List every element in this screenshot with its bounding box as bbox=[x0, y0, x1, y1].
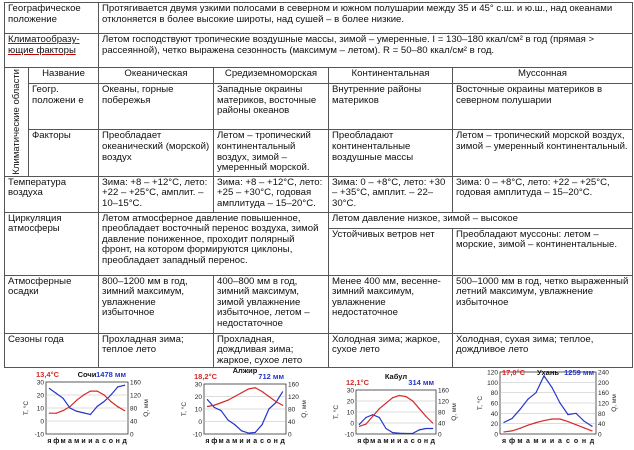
col-header-mediterranean: Средиземноморская bbox=[214, 68, 329, 84]
factors-mediterranean: Летом – тропический континентальный воздух, зимой – умеренный морской. bbox=[214, 130, 329, 176]
month-label: м bbox=[383, 438, 389, 445]
month-label: а bbox=[558, 438, 562, 445]
temperature-point bbox=[69, 406, 70, 407]
precipitation-point bbox=[559, 402, 560, 403]
left-tick-label: -10 bbox=[344, 431, 354, 439]
month-label: а bbox=[67, 438, 72, 445]
temperature-point bbox=[90, 391, 91, 392]
right-tick-label: 160 bbox=[598, 390, 609, 398]
right-tick-label: 0 bbox=[438, 431, 442, 439]
left-tick-label: 30 bbox=[36, 379, 44, 387]
seasons-label: Сезоны года bbox=[5, 333, 99, 368]
left-tick-label: 10 bbox=[36, 405, 44, 413]
temperature-point bbox=[76, 400, 77, 401]
left-tick-label: 30 bbox=[194, 381, 202, 389]
temperature-point bbox=[567, 421, 568, 422]
y-axis-label-right: Q, мм bbox=[451, 403, 458, 421]
precipitation-point bbox=[551, 387, 552, 388]
temperature-point bbox=[282, 405, 283, 406]
temperature-point bbox=[419, 408, 420, 409]
right-tick-label: 160 bbox=[130, 379, 141, 387]
month-label: и bbox=[239, 438, 244, 445]
y-axis-label-left: T, °C bbox=[181, 401, 188, 417]
row-temperature bbox=[5, 176, 633, 212]
right-tick-label: 80 bbox=[288, 406, 296, 414]
left-tick-label: 80 bbox=[490, 390, 498, 398]
precipitation-point bbox=[117, 386, 118, 387]
month-label: я bbox=[501, 438, 507, 445]
left-tick-label: 60 bbox=[490, 400, 498, 408]
climate-factors-text: Летом господствуют тропические воздушные массы, зимой – умеренные. I = 130–180 ккал/см² в год (прямая > рассеянной), четко выражена сезонность (максимум – летом). R = 50–80 ккал/см² в год. bbox=[99, 34, 633, 68]
left-tick-label: 0 bbox=[494, 431, 498, 439]
y-axis-label-left: T, °C bbox=[477, 395, 484, 411]
circ-monsoon: Преобладают муссоны: летом – морские, зимой – континентальные. bbox=[453, 228, 633, 275]
right-tick-label: 40 bbox=[130, 418, 138, 426]
temperature-point bbox=[220, 402, 221, 403]
row-geo-position bbox=[5, 84, 633, 130]
precipitation-point bbox=[124, 385, 125, 386]
row-precipitation bbox=[5, 275, 633, 333]
temperature-point bbox=[255, 387, 256, 388]
right-tick-label: 0 bbox=[130, 431, 134, 439]
month-label: я bbox=[205, 438, 210, 445]
month-label: с bbox=[260, 438, 265, 445]
precipitation-point bbox=[49, 388, 50, 389]
precipitation-point bbox=[207, 399, 208, 400]
seasons-monsoon: Холодная, сухая зима; теплое, дождливое лето bbox=[453, 333, 633, 368]
month-label: о bbox=[573, 438, 579, 445]
left-tick-label: 20 bbox=[194, 394, 202, 401]
month-label: м bbox=[517, 438, 523, 445]
row-seasons bbox=[5, 333, 633, 368]
month-label: д bbox=[280, 438, 285, 445]
y-axis-label-left: T, °C bbox=[23, 400, 30, 416]
mean-temperature-label: 13,4°С bbox=[36, 370, 60, 379]
temperature-point bbox=[124, 410, 125, 411]
month-label: а bbox=[404, 438, 408, 445]
y-axis-label-left: T, °C bbox=[333, 404, 340, 420]
row-headers bbox=[5, 68, 633, 84]
month-label: м bbox=[232, 438, 238, 445]
temp-continental: Зима: 0 – +8°С, лето: +30 – +35°С, амплит. – 22–30°С. bbox=[329, 176, 453, 212]
factors-monsoon: Летом – тропический морской воздух, зимой – умеренный континентальный. bbox=[453, 130, 633, 176]
precipitation-point bbox=[282, 391, 283, 392]
temperature-point bbox=[103, 394, 104, 395]
precipitation-point bbox=[255, 432, 256, 433]
temperature-point bbox=[412, 400, 413, 401]
col-header-oceanic: Океаническая bbox=[99, 68, 214, 84]
circ-pressure: Летом давление низкое, зимой – высокое bbox=[329, 212, 633, 228]
month-label: и bbox=[390, 438, 395, 445]
mean-temperature-label: 17,0°С bbox=[502, 368, 526, 377]
left-tick-label: 10 bbox=[194, 406, 202, 414]
month-label: о bbox=[266, 438, 272, 445]
month-label: а bbox=[377, 438, 382, 445]
left-tick-label: 0 bbox=[350, 420, 354, 428]
month-label: о bbox=[417, 438, 422, 445]
row-climate-factors bbox=[5, 34, 633, 68]
right-tick-label: 200 bbox=[598, 379, 609, 387]
precipitation-point bbox=[419, 429, 420, 430]
station-title: Сочи bbox=[77, 370, 97, 379]
month-label: н bbox=[273, 438, 278, 445]
factors-continental: Преобладают континентальные воздушные массы bbox=[329, 130, 453, 176]
precipitation-point bbox=[583, 420, 584, 421]
temperature-point bbox=[392, 397, 393, 398]
month-label: м bbox=[74, 438, 80, 445]
temperature-point bbox=[379, 408, 380, 409]
precipitation-point bbox=[62, 398, 63, 399]
temperature-point bbox=[575, 424, 576, 425]
col-header-continental: Континентальная bbox=[329, 68, 453, 84]
precipitation-point bbox=[227, 419, 228, 420]
right-tick-label: 80 bbox=[598, 410, 606, 418]
temperature-point bbox=[214, 405, 215, 406]
temperature-point bbox=[261, 391, 262, 392]
month-label: и bbox=[88, 438, 93, 445]
y-axis-label-right: Q, мм bbox=[611, 394, 618, 412]
precipitation-point bbox=[412, 433, 413, 434]
temp-oceanic: Зима: +8 – +12°С, лето: +22 – +25°С, амплит. – 10–15°С. bbox=[99, 176, 214, 212]
y-axis-label-right: Q, мм bbox=[301, 400, 308, 418]
temperature-point bbox=[49, 413, 50, 414]
precipitation-point bbox=[268, 408, 269, 409]
temperature-point bbox=[432, 422, 433, 423]
month-label: с bbox=[102, 438, 107, 445]
precipitation-point bbox=[234, 424, 235, 425]
geo-pos-oceanic: Океаны, горные побережья bbox=[99, 84, 214, 130]
temperature-point bbox=[527, 425, 528, 426]
month-label: а bbox=[225, 438, 230, 445]
right-tick-label: 40 bbox=[598, 421, 606, 429]
precipitation-point bbox=[535, 392, 536, 393]
temperature-point bbox=[405, 396, 406, 397]
temperature-point bbox=[551, 418, 552, 419]
precipitation-point bbox=[261, 424, 262, 425]
precipitation-point bbox=[103, 401, 104, 402]
seasons-continental: Холодная зима; жаркое, сухое лето bbox=[329, 333, 453, 368]
left-tick-label: 0 bbox=[198, 419, 202, 426]
precip-label: Атмосферные осадки bbox=[5, 275, 99, 333]
month-label: и bbox=[541, 438, 547, 445]
temperature-point bbox=[207, 406, 208, 407]
month-label: ф bbox=[508, 438, 516, 445]
precipitation-point bbox=[379, 417, 380, 418]
temperature-point bbox=[56, 413, 57, 414]
left-tick-label: 30 bbox=[346, 387, 354, 395]
month-label: ф bbox=[362, 438, 370, 445]
precipitation-point bbox=[359, 424, 360, 425]
climatogram-algiers bbox=[168, 368, 318, 450]
temperature-point bbox=[535, 422, 536, 423]
month-label: ф bbox=[211, 438, 218, 445]
climate-factors-label: Климатообразу-ющие факторы bbox=[5, 34, 99, 68]
month-label: м bbox=[218, 438, 224, 445]
geo-pos-mediterranean: Западные окраины материков, восточные районы океанов bbox=[214, 84, 329, 130]
right-tick-label: 0 bbox=[288, 431, 292, 439]
station-title: Ухань bbox=[537, 368, 559, 377]
precipitation-point bbox=[110, 394, 111, 395]
annual-precipitation-label: 314 мм bbox=[408, 378, 434, 387]
precipitation-point bbox=[511, 418, 512, 419]
precipitation-point bbox=[83, 412, 84, 413]
precipitation-point bbox=[56, 393, 57, 394]
mean-temperature-label: 18,2°С bbox=[194, 372, 218, 381]
row-circulation-a bbox=[5, 212, 633, 228]
climate-table bbox=[4, 2, 633, 368]
right-tick-label: 80 bbox=[130, 405, 138, 413]
temperature-point bbox=[583, 427, 584, 428]
climatogram-wuhan bbox=[470, 368, 630, 450]
temperature-series bbox=[504, 419, 592, 432]
month-label: н bbox=[423, 438, 429, 445]
month-label: м bbox=[60, 438, 66, 445]
temperature-point bbox=[268, 396, 269, 397]
annual-precipitation-label: 712 мм bbox=[258, 372, 284, 381]
annual-precipitation-label: 1259 мм bbox=[564, 368, 594, 377]
temperature-point bbox=[241, 392, 242, 393]
circ-label: Циркуляция атмосферы bbox=[5, 212, 99, 275]
seasons-mediterranean: Прохладная, дождливая зима; жаркое, сухое лето bbox=[214, 333, 329, 368]
left-tick-label: 100 bbox=[487, 379, 498, 387]
precipitation-point bbox=[432, 428, 433, 429]
precipitation-series bbox=[359, 415, 432, 434]
geo-text: Протягивается двумя узкими полосами в северном и южном полушарии между 35 и 45° с.ш. и ю.ш., над океанами отклоняется в более высокие широты, над сушей – в более низкие. bbox=[99, 3, 633, 34]
temp-label: Температура воздуха bbox=[5, 176, 99, 212]
left-tick-label: 20 bbox=[36, 392, 44, 400]
temperature-point bbox=[385, 403, 386, 404]
row-factors bbox=[5, 130, 633, 176]
temperature-point bbox=[234, 396, 235, 397]
right-tick-label: 0 bbox=[598, 431, 602, 439]
mean-temperature-label: 12,1°С bbox=[346, 378, 370, 387]
temperature-point bbox=[275, 401, 276, 402]
month-label: д bbox=[430, 438, 435, 445]
temperature-point bbox=[399, 395, 400, 396]
factors-label: Факторы bbox=[29, 130, 99, 176]
precip-continental: Менее 400 мм, весенне-зимний максимум, увлажнение недостаточное bbox=[329, 275, 453, 333]
seasons-oceanic: Прохладная зима; теплое лето bbox=[99, 333, 214, 368]
precipitation-point bbox=[76, 411, 77, 412]
temp-monsoon: Зима: 0 – +8°С, лето: +22 – +25°С, годовая амплитуда – 15–20°С. bbox=[453, 176, 633, 212]
geo-pos-label: Геогр. положени е bbox=[29, 84, 99, 130]
regions-label: Климатические области bbox=[5, 68, 29, 177]
month-label: а bbox=[526, 438, 530, 445]
month-label: и bbox=[81, 438, 86, 445]
temperature-series bbox=[49, 391, 124, 413]
precipitation-point bbox=[503, 422, 504, 423]
station-title: Алжир bbox=[232, 368, 258, 375]
annual-precipitation-label: 1478 мм bbox=[96, 370, 126, 379]
left-tick-label: -10 bbox=[34, 431, 44, 439]
temperature-point bbox=[359, 426, 360, 427]
geo-label: Географическое положение bbox=[5, 3, 99, 34]
temperature-point bbox=[372, 416, 373, 417]
month-label: и bbox=[246, 438, 251, 445]
col-header-monsoon: Муссонная bbox=[453, 68, 633, 84]
geo-pos-monsoon: Восточные окраины материков в северном полушарии bbox=[453, 84, 633, 130]
left-tick-label: 120 bbox=[487, 369, 498, 377]
y-axis-label-right: Q, мм bbox=[143, 399, 150, 417]
temperature-point bbox=[248, 388, 249, 389]
climate-charts bbox=[0, 368, 634, 450]
right-tick-label: 160 bbox=[438, 387, 449, 395]
right-tick-label: 40 bbox=[438, 420, 446, 428]
precipitation-point bbox=[220, 410, 221, 411]
temperature-point bbox=[83, 394, 84, 395]
month-label: ф bbox=[53, 438, 60, 445]
circ-text: Летом атмосферное давление повышенное, преобладает восточный перенос воздуха, зимой давление пониженное, проходит полярный фронт, на котором формируются циклоны, преобладает западный перенос. bbox=[99, 212, 329, 275]
temperature-point bbox=[543, 420, 544, 421]
precipitation-point bbox=[97, 406, 98, 407]
precipitation-point bbox=[214, 407, 215, 408]
month-label: и bbox=[397, 438, 402, 445]
precipitation-point bbox=[399, 433, 400, 434]
temperature-point bbox=[110, 401, 111, 402]
precipitation-point bbox=[575, 413, 576, 414]
precipitation-point bbox=[425, 428, 426, 429]
month-label: д bbox=[589, 438, 595, 445]
precip-oceanic: 800–1200 мм в год, зимний максимум, увлажнение избыточное bbox=[99, 275, 214, 333]
temperature-point bbox=[425, 416, 426, 417]
month-label: я bbox=[47, 438, 52, 445]
precipitation-point bbox=[405, 433, 406, 434]
precipitation-point bbox=[591, 426, 592, 427]
left-tick-label: 20 bbox=[346, 398, 354, 406]
temperature-series bbox=[359, 396, 432, 427]
temperature-point bbox=[365, 424, 366, 425]
climatogram-sochi bbox=[10, 368, 160, 450]
station-title: Кабул bbox=[384, 372, 408, 381]
month-label: н bbox=[115, 438, 120, 445]
temp-mediterranean: Зима: +8 – +12°С, лето: +25 – +30°С, годовая амплитуда – 15–20°С. bbox=[214, 176, 329, 212]
precipitation-point bbox=[519, 409, 520, 410]
month-label: о bbox=[108, 438, 114, 445]
month-label: м bbox=[533, 438, 539, 445]
climatogram-kabul bbox=[326, 368, 466, 450]
precipitation-point bbox=[248, 432, 249, 433]
precipitation-point bbox=[365, 417, 366, 418]
right-tick-label: 240 bbox=[598, 369, 609, 377]
right-tick-label: 120 bbox=[438, 398, 449, 406]
right-tick-label: 120 bbox=[288, 394, 299, 401]
left-tick-label: 0 bbox=[40, 418, 44, 426]
month-label: и bbox=[549, 438, 555, 445]
precipitation-series bbox=[49, 385, 124, 414]
left-tick-label: -10 bbox=[192, 431, 202, 439]
right-tick-label: 120 bbox=[130, 392, 141, 400]
temperature-point bbox=[511, 430, 512, 431]
temperature-series bbox=[207, 388, 282, 407]
temperature-point bbox=[97, 391, 98, 392]
left-tick-label: 40 bbox=[490, 410, 498, 418]
precip-monsoon: 500–1000 мм в год, четко выраженный летний максимум, увлажнение избыточное bbox=[453, 275, 633, 333]
right-tick-label: 120 bbox=[598, 400, 609, 408]
month-label: д bbox=[122, 438, 127, 445]
geo-pos-continental: Внутренние районы материков bbox=[329, 84, 453, 130]
month-label: н bbox=[581, 438, 587, 445]
temperature-point bbox=[559, 418, 560, 419]
precipitation-point bbox=[567, 414, 568, 415]
left-tick-label: 10 bbox=[346, 409, 354, 417]
precipitation-point bbox=[241, 430, 242, 431]
precipitation-series bbox=[504, 376, 592, 426]
precipitation-point bbox=[385, 428, 386, 429]
circ-continental: Устойчивых ветров нет bbox=[329, 228, 453, 275]
right-tick-label: 40 bbox=[288, 419, 296, 426]
temperature-point bbox=[591, 430, 592, 431]
row-geo bbox=[5, 3, 633, 34]
precipitation-point bbox=[392, 432, 393, 433]
temperature-point bbox=[227, 400, 228, 401]
left-tick-label: 20 bbox=[490, 421, 498, 429]
temperature-point bbox=[117, 406, 118, 407]
month-label: с bbox=[410, 438, 415, 445]
precipitation-point bbox=[90, 414, 91, 415]
factors-oceanic: Преобладает океанический (морской) воздух bbox=[99, 130, 214, 176]
col-name-header: Название bbox=[29, 68, 99, 84]
temperature-point bbox=[503, 431, 504, 432]
month-label: м bbox=[370, 438, 376, 445]
temperature-point bbox=[519, 428, 520, 429]
temperature-point bbox=[62, 410, 63, 411]
month-label: а bbox=[95, 438, 100, 445]
precipitation-point bbox=[527, 399, 528, 400]
month-label: а bbox=[253, 438, 258, 445]
precip-mediterranean: 400–800 мм в год, зимний максимум, зимой увлажнение избыточное, летом – недостаточное bbox=[214, 275, 329, 333]
month-label: я bbox=[357, 438, 362, 445]
month-label: с bbox=[566, 438, 570, 445]
right-tick-label: 80 bbox=[438, 409, 446, 417]
right-tick-label: 160 bbox=[288, 381, 299, 389]
